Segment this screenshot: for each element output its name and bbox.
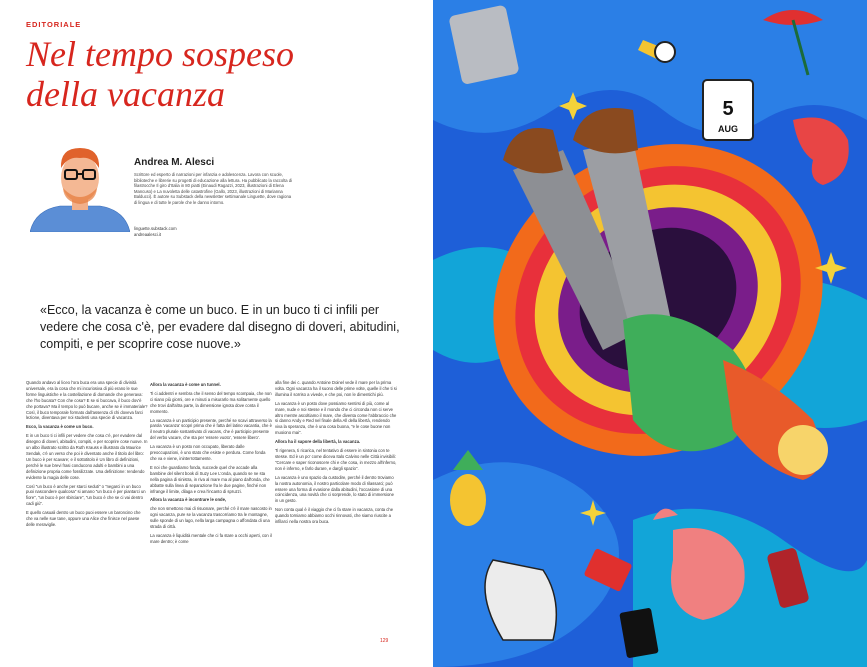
author-name: Andrea M. Alesci [134,157,215,168]
author-link-newsletter[interactable]: linguette.substack.com [134,226,177,231]
left-page [0,0,433,667]
svg-text:AUG: AUG [718,124,738,134]
author-link-website[interactable]: andreaalesci.it [134,232,162,237]
paragraph: La vacanza è liquidità mentale che ci fa stare a occhi aperti, con il mare dentro; è come [150,532,272,544]
title-line-2: della vacanza [26,74,225,114]
page-title [26,34,406,114]
paragraph: E noi che guardiamo fonda, succede quel che accade alla bambine del silent book di Suzy Lee L'onda, quando se ne sta nella pagina di sinistra, in riva al mare ma al piano dall'onda, che abbatte sulla linea di separazione fra le due pagine, finché non infrange il limite, dilaga e crea l'incanto di spruzzi. [150,464,270,494]
paragraph: La vacanza è un participio presente, perché se scavi attraverso la parola 'vacanza' scopri prima che è fatta del latino vacantia, che è il neutro plurale sostantivato di vacans, che è participio presente del verbo vacare, che sta per 'essere vuoto', 'essere libero'. [150,417,272,441]
page-number: 129 [380,638,389,644]
section-label: EDITORIALE [26,20,82,29]
paragraph: E quello casuali dentro un buco puoi essere un baroncino che che va nelle sue tane, oppure una Alice che finisce nel paese delle meraviglie. [26,510,141,527]
text-column-1 [26,380,148,531]
paragraph: Ti ci addentri e sembra che il senso del tempo scompaia, che non ci siano più giorni, ore e minuti a misurarlo ma solitamente quello che trovi dall'altra parte, la dimensione ignota dove conta il momento. [150,390,272,414]
paragraph: Ti rigenera, ti ricarica, nel tentativo di essere in sintonia con te stesse. Ed è un po' come diceva Italo Calvino nelle Città invisibili: "Cercare e saper riconoscere chi e che cosa, in mezzo all'inferno, non è inferno, e farlo durare, e dargli spazio". [275,448,397,471]
subheading: Allora la vacanza è incontrare le onde, [150,497,227,503]
paragraph: che non smettono mai di risuonare, perché c'è il mare nascosto in ogni vacanza, pure se la vacanza trascorriamo tra le montagne, sulle sponde di un lago, nella larga campagna o affondata di una strada di città. [150,506,272,530]
pull-quote: «Ecco, la vacanza è come un buco. E in un buco ti ci infili per vedere che cosa c'è, per evadere dal disegno di doveri, abitudini, compiti, e per scoprire cose nuove.» [40,303,400,351]
paragraph: E in un buco ti ci infili per vedere che cosa c'è, per evadere dal disegno di doveri, abitudini, compiti, e per scoprire cose nuove. In un albo illustrato scritto da Ruth Krauss e illustrato da Maurice Sendak, c'è un verso che poi è diventato anche il titolo del libro: Un buco è per scavare; e il sottotitolo è Un libro di definizioni, perché le sue brevi frasi conducono adulti e bambini a una definizione propria come fossilizzate. Una definizione: rendendo evidente la magia delle cose. [26,433,148,480]
svg-text:5: 5 [722,98,734,120]
paragraph: La vacanza è uno spazio da custodire, perché il dentro troviamo la nostra autonomia, il nostro particolare modo di rilassarci; può essere una forma di evasione dalla abitudini, l'occasione di una coincidenza, una novità che ci sorprende, lo stato di immersione in un gesto. [275,474,394,504]
paragraph: La vacanza è un posto dove possiamo sentirsi di più, come al mare, nude e noi stesse e il mondo che ci circonda non ci serve altro mentre ascoltiamo il mare, che diventa come l'abbraccio che si danno Andy e Red nel finale della All della libertà, rendendo viva la speranza, che è una cosa buona, "e le cose buone non muoiono mai". [275,400,397,436]
subheading: Allora la vacanza è come un tunnel. [150,382,221,387]
illustration-page [433,0,867,667]
title-line-1: Nel tempo sospeso [26,34,294,74]
text-column-3 [275,380,397,528]
paragraph: alla fine dei c. quando Antoine Doinel vede il mare per la prima volta. Ogni vacanza ha il suono delle prime volte, quelle il che ti si illumina il sorriso a vivede, e che poi, non le dimentichi più. [275,380,397,397]
paragraph: Non conta qual è il viaggio che ci fa stare in vacanza, conta che quando torniamo abbiamo occhi rinnovati, che siamo riuscite a infilarci nella nostra ora buca. [275,507,394,525]
paragraph: Quando andavo al liceo l'ora buca era una specie di divinità universale, era la cosa che mi incuriosiva di più erano le sue forme linguistiche e la costellazione di domande che generava: che l'ho bucata? Con che cosa? E se si buccava, il buco dov'è che portava? Ma il tempo lo può bucare, anche se è immateriale? Così, il buco temporale formato dall'assenza di chi doveva farci lezione, diventava per noi studenti una specie di vacanza. [26,380,148,421]
text-column-2 [150,380,272,548]
author-links [134,226,177,238]
paragraph: Così "un buco è anche per starci seduti" o "negarci in un buco puoi nascondere qualcosa" si amano "un buco è per piantarci un fiore", "un buco è per sbirciare", "un buco è che se ci vai dentro cadi giù". [26,483,146,507]
author-portrait [30,140,130,232]
vacation-hole-illustration [433,0,867,667]
subheading: Ecco, la vacanza è come un buco. [26,424,94,430]
author-bio: Scrittore ed esperto di narrazioni per infanzia e adolescenza. Lavora con scuole, biblioteche e librerie su progetti di educazione alla lettura. Ha pubblicato la raccolta di filastrocche Il giro d'Italia in 80 piatti (Einaudi Ragazzi, 2023, illustrazioni di Elena Mancuso) e La nuvoletta delle catastrofine (Gallo, 2023, illustrazioni di Marianna Balducci). È autore su Substack della newsletter settimanale Linguette, dove ragiona di lingua e di tutte le parole che le danno intorno. [134,172,293,205]
paragraph: La vacanza è un posto non occupato, liberato dalle preoccupazioni, è uno stato che esiste e perdura. Come fonda che va e viene, ininterrottamente. [150,444,266,461]
subheading: Allora ha il sapore della libertà, la vacanza. [275,439,361,445]
